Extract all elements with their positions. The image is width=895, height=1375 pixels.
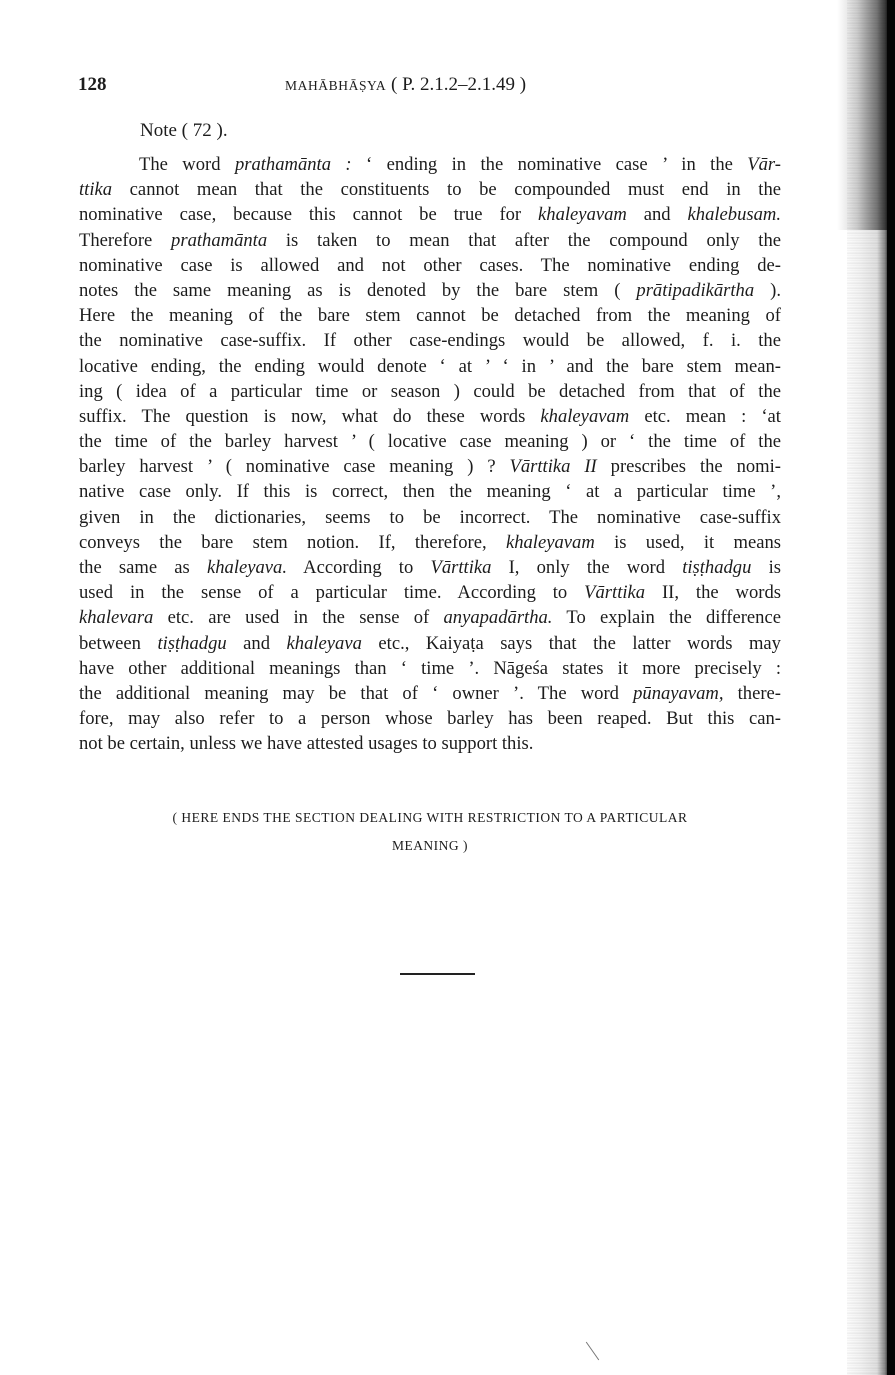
book-title: MAHĀBHĀṢYA	[285, 78, 387, 93]
text-line	[79, 202, 781, 227]
italic-term: Vār-	[747, 154, 781, 175]
text-run: is	[751, 557, 781, 578]
text-run: notes the same meaning as is denoted by the bare stem (	[79, 279, 637, 301]
text-line	[79, 429, 781, 454]
italic-term: tiṣṭhadgu	[682, 557, 752, 578]
text-run: Here the meaning of the bare stem cannot be detached from the meaning of	[79, 305, 781, 327]
closing-rule	[400, 973, 475, 975]
text-run: I, only the word	[491, 557, 683, 578]
text-run: ing ( idea of a particular time or season ) could be detached from that of the	[79, 380, 781, 402]
text-line	[79, 177, 781, 202]
text-line	[79, 228, 781, 253]
stray-mark	[586, 1342, 599, 1361]
text-line	[79, 605, 781, 630]
text-line	[79, 479, 781, 504]
page-number: 128	[78, 74, 107, 95]
italic-term: ttika	[79, 179, 113, 201]
italic-term: khaleyava	[286, 632, 362, 654]
text-run: the additional meaning may be that of ‘ owner ’. The word	[79, 682, 634, 704]
note-label: Note ( 72 ).	[140, 120, 228, 141]
italic-term: tiṣṭhadgu	[157, 632, 227, 654]
italic-term: prathamānta	[171, 229, 268, 251]
section-end-line-1: ( HERE ENDS THE SECTION DEALING WITH RESTRICTION TO A PARTICULAR	[172, 810, 688, 825]
text-line	[79, 253, 781, 278]
text-run: the same as	[79, 557, 207, 578]
text-line	[79, 631, 781, 656]
text-run: native case only. If this is correct, then the meaning ‘ at a particular time ’,	[79, 481, 781, 503]
binding-shadow-upper	[837, 0, 887, 230]
text-run: the time of the barley harvest ’ ( locative case meaning ) or ‘ the time of the	[79, 431, 781, 453]
text-run: Therefore	[79, 229, 172, 251]
text-run: is used, it means	[594, 531, 781, 553]
header-title	[285, 74, 526, 96]
text-run: and	[226, 632, 287, 654]
italic-term: anyapadārtha.	[443, 607, 553, 629]
text-run: II, the words	[645, 582, 781, 604]
text-line	[79, 404, 781, 429]
text-line	[79, 354, 781, 379]
text-run: barley harvest ’ ( nominative case meaning ) ?	[79, 456, 510, 478]
text-run: given in the dictionaries, seems to be incorrect. The nominative case-suffix	[79, 506, 781, 528]
italic-term: khaleyava.	[206, 557, 287, 578]
italic-term: prathamānta :	[234, 154, 352, 175]
text-run: suffix. The question is now, what do these words	[79, 405, 541, 427]
italic-term: prātipadikārtha	[636, 279, 755, 301]
sutra-reference: ( P. 2.1.2–2.1.49 )	[391, 74, 527, 95]
italic-term: Vārttika II	[509, 456, 597, 478]
text-line	[79, 580, 781, 605]
italic-term: khaleyavam	[538, 204, 627, 226]
text-run: nominative case is allowed and not other cases. The nominative ending de-	[79, 254, 781, 276]
text-run: etc. mean : ‘at	[629, 405, 781, 427]
text-line	[79, 303, 781, 328]
text-run: cannot mean that the constituents to be compounded must end in the	[112, 179, 781, 201]
italic-term: khaleyavam	[540, 405, 630, 427]
text-line	[79, 681, 781, 706]
text-line	[79, 454, 781, 479]
text-line	[79, 328, 781, 353]
text-run: fore, may also refer to a person whose barley has been reaped. But this can-	[79, 708, 781, 730]
text-run: is taken to mean that after the compound only the	[267, 229, 781, 251]
text-run: ).	[754, 279, 781, 301]
text-line	[79, 731, 781, 756]
italic-term: pūnayavam,	[633, 682, 724, 704]
text-run: etc., Kaiyaṭa says that the latter words may	[361, 632, 781, 654]
text-run: between	[79, 632, 158, 654]
text-run: prescribes the nomi-	[596, 456, 781, 478]
italic-term: khaleyavam	[505, 531, 595, 553]
text-run: ‘ ending in the nominative case ’ in the	[351, 154, 748, 175]
text-line	[79, 656, 781, 681]
text-run: To explain the difference	[552, 607, 781, 629]
text-line	[79, 152, 781, 177]
italic-term: Vārttika	[430, 557, 492, 578]
text-run: According to	[286, 557, 431, 578]
text-run: and	[626, 204, 688, 226]
text-run: The word	[139, 154, 235, 175]
text-run: there-	[723, 682, 781, 704]
text-run: not be certain, unless we have attested usages to support this.	[79, 733, 534, 755]
section-end-line-2: MEANING )	[391, 838, 469, 853]
italic-term: khalebusam.	[687, 204, 781, 226]
text-run: conveys the bare stem notion. If, therefore,	[79, 531, 506, 553]
italic-term: Vārttika	[584, 582, 646, 604]
text-line	[79, 505, 781, 530]
text-line	[79, 555, 781, 580]
running-head	[78, 74, 778, 100]
text-run: have other additional meanings than ‘ time ’. Nāgeśa states it more precisely :	[79, 657, 781, 679]
note-paragraph	[79, 152, 781, 757]
text-line	[79, 706, 781, 731]
text-run: etc. are used in the sense of	[153, 607, 444, 629]
text-run: the nominative case-suffix. If other case-endings would be allowed, f. i. the	[79, 330, 781, 352]
text-run: locative ending, the ending would denote ‘ at ’ ‘ in ’ and the bare stem mean-	[79, 355, 781, 377]
text-line	[79, 379, 781, 404]
italic-term: khalevara	[79, 607, 154, 629]
binding-edge	[887, 0, 895, 1375]
text-line	[79, 278, 781, 303]
text-line	[79, 530, 781, 555]
section-end-note	[79, 804, 781, 860]
text-run: nominative case, because this cannot be true for	[79, 204, 539, 226]
text-run: used in the sense of a particular time. According to	[79, 582, 585, 604]
